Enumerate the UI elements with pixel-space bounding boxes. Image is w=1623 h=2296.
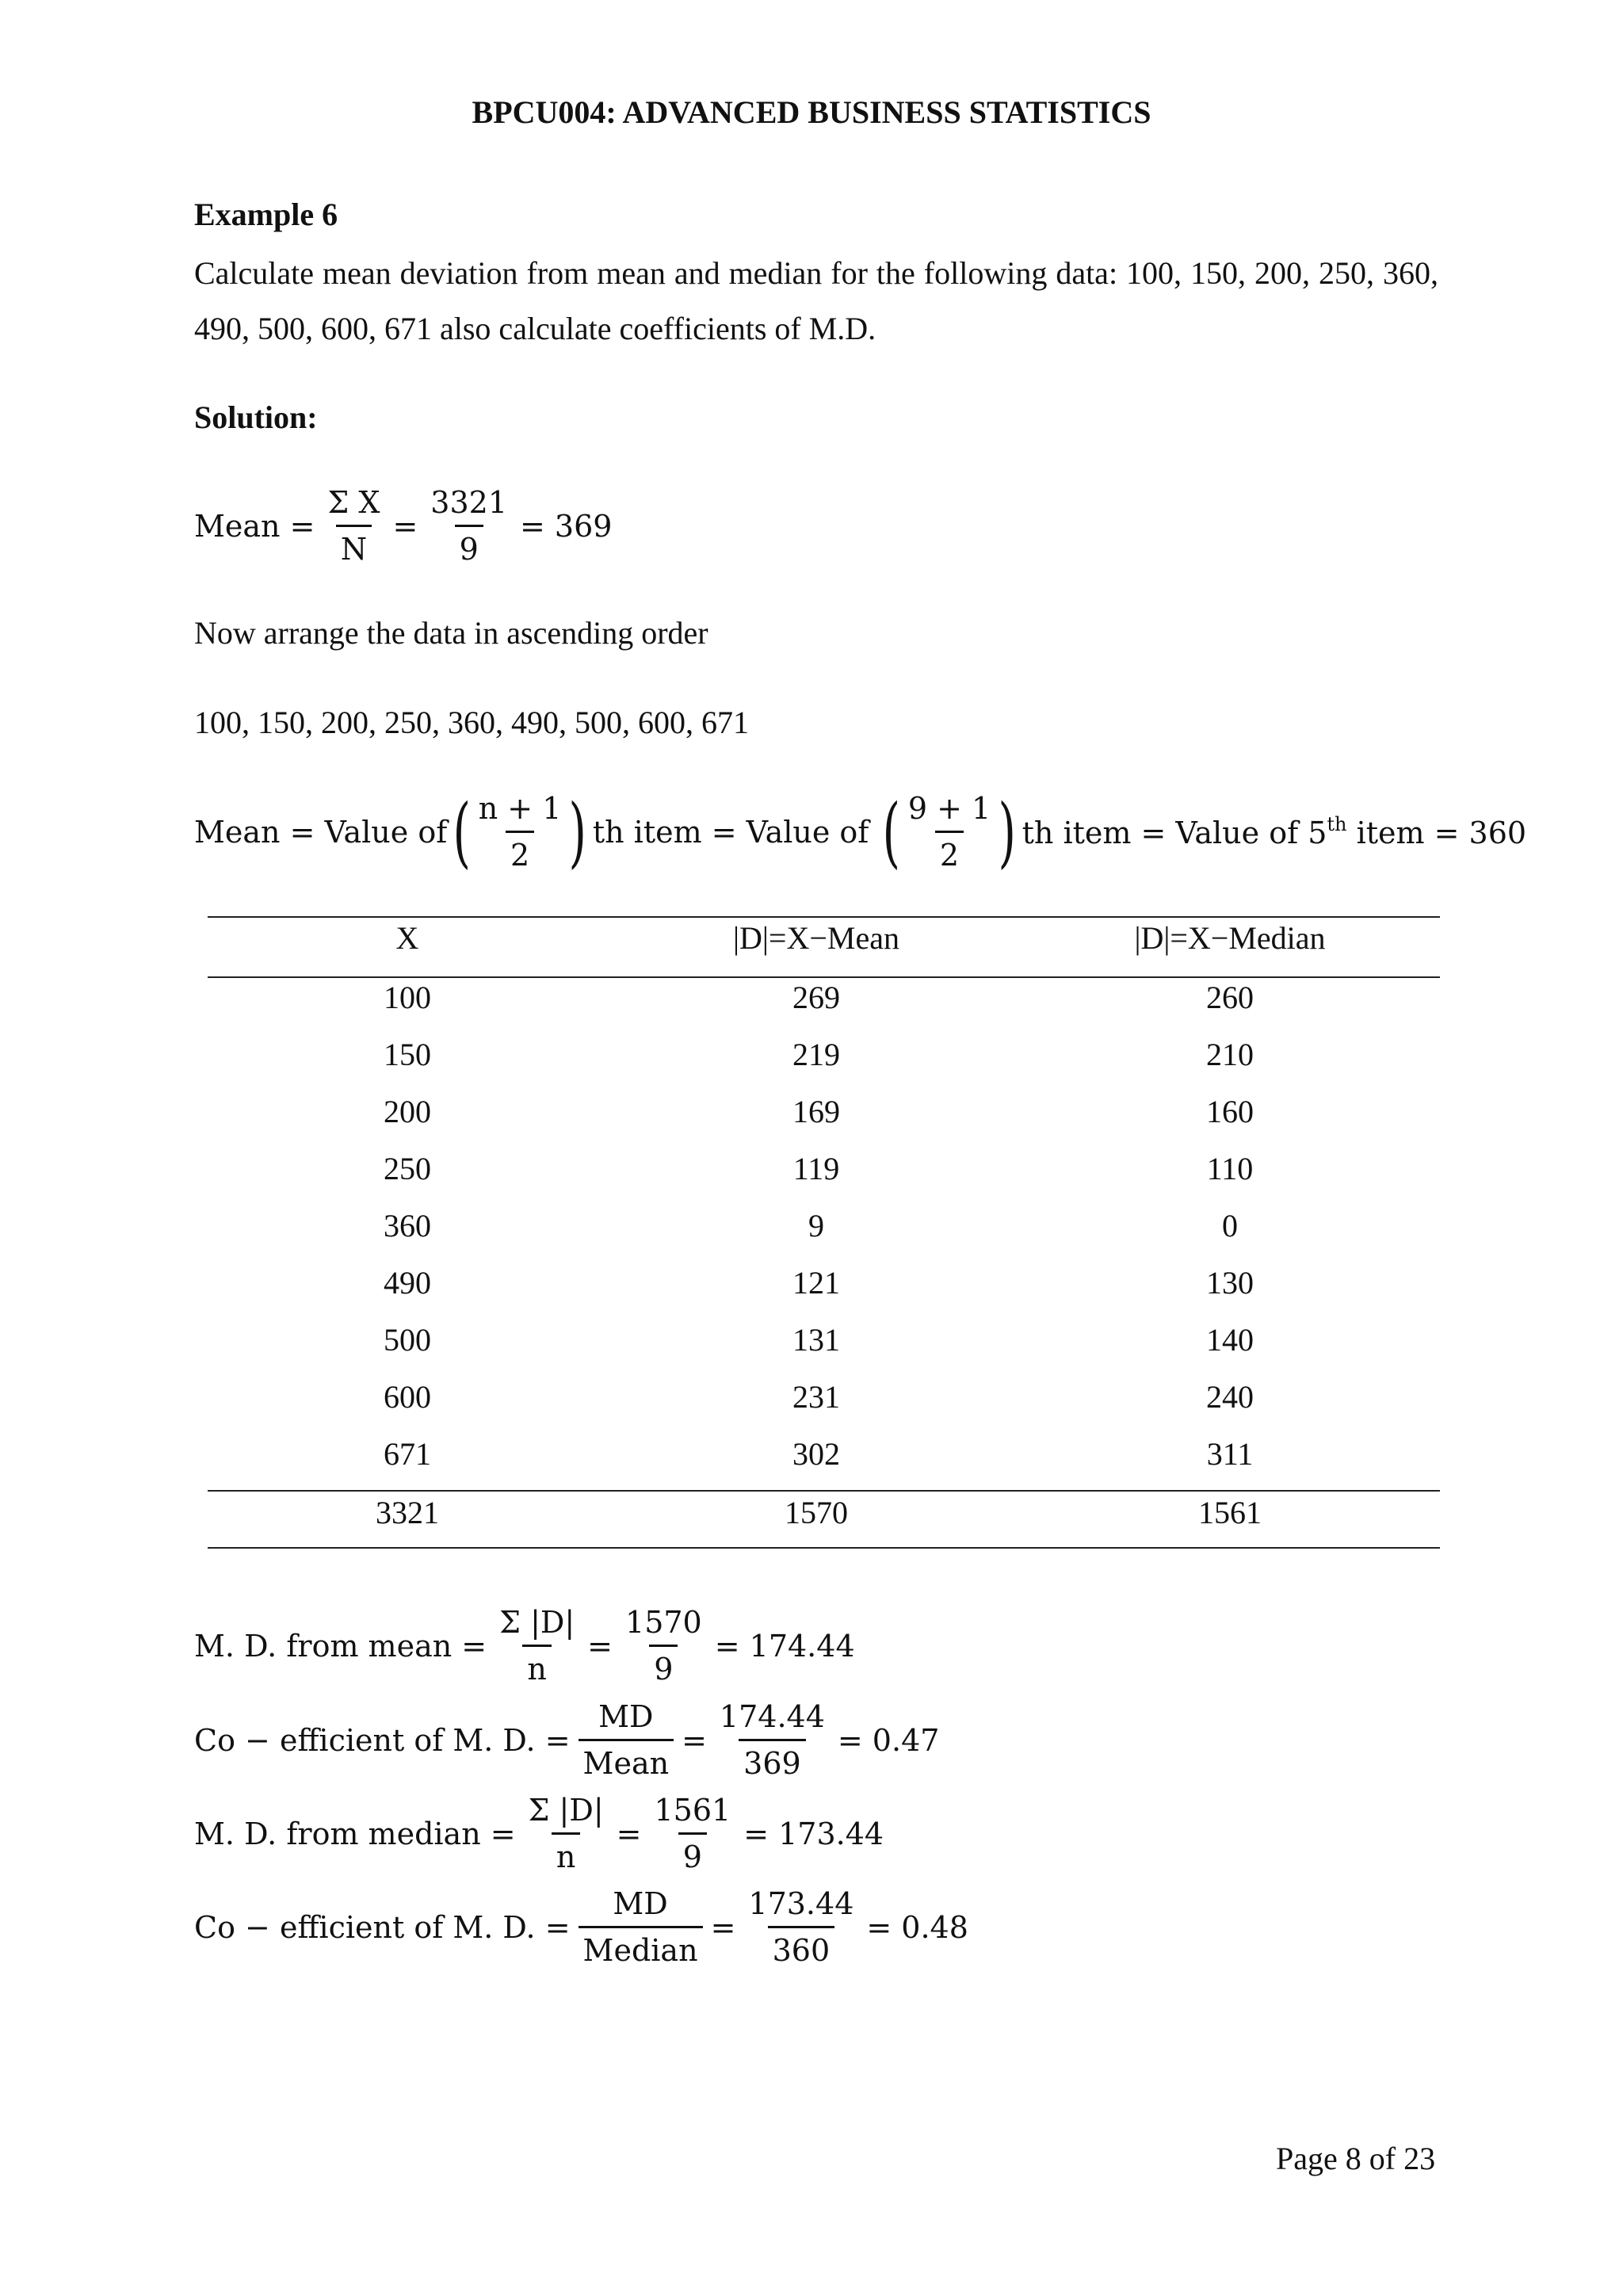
left-paren: ( bbox=[453, 787, 472, 877]
median-mid-text: th item = Value of bbox=[592, 814, 869, 850]
table-cell: 200 bbox=[384, 1094, 431, 1129]
table-cell: 311 bbox=[1206, 1436, 1254, 1472]
numerator: MD bbox=[598, 1699, 654, 1734]
equals: = bbox=[682, 1722, 707, 1758]
numerator: 174.44 bbox=[719, 1699, 825, 1734]
arrange-text: Now arrange the data in ascending order bbox=[194, 615, 708, 651]
median-tail-post: item = 360 bbox=[1356, 816, 1527, 850]
fraction-n-plus-1-over-2 bbox=[474, 791, 567, 873]
fraction-1561-over-9 bbox=[649, 1793, 735, 1874]
table-cell: 500 bbox=[384, 1322, 431, 1358]
md-mean-label: M. D. from mean = bbox=[194, 1628, 487, 1664]
total-dev-median: 1561 bbox=[1198, 1495, 1262, 1530]
table-top-rule bbox=[208, 916, 1440, 918]
fraction-md-over-median bbox=[579, 1886, 703, 1968]
denominator: 360 bbox=[768, 1926, 835, 1968]
median-equation bbox=[194, 787, 1527, 877]
problem-text: Calculate mean deviation from mean and median for the following data: 100, 150, 200, 250, 360, 490, 500, 600, 671 also calculate coefficients of M.D. bbox=[194, 255, 1438, 346]
table-cell: 250 bbox=[384, 1151, 431, 1186]
md-mean-equation bbox=[194, 1605, 855, 1687]
mean-result: = 369 bbox=[520, 508, 613, 544]
fraction-sum-x-over-n bbox=[323, 485, 384, 567]
table-cell: 490 bbox=[384, 1265, 431, 1301]
numerator: 1570 bbox=[625, 1605, 702, 1640]
page-header: BPCU004: ADVANCED BUSINESS STATISTICS bbox=[472, 94, 1151, 130]
superscript-th: th bbox=[1327, 813, 1347, 835]
equals: = bbox=[710, 1909, 736, 1945]
equals: = bbox=[392, 508, 418, 544]
denominator: 9 bbox=[678, 1832, 707, 1874]
table-cell: 110 bbox=[1206, 1151, 1254, 1186]
table-cell: 150 bbox=[384, 1037, 431, 1072]
table-cell: 671 bbox=[384, 1436, 431, 1472]
numerator: Σ X bbox=[327, 485, 380, 520]
table-cell: 121 bbox=[792, 1265, 840, 1301]
coef-mean-equation bbox=[194, 1699, 939, 1781]
sorted-data: 100, 150, 200, 250, 360, 490, 500, 600, 671 bbox=[194, 705, 749, 740]
col-header-x: X bbox=[395, 920, 419, 956]
median-tail-pre: th item = Value of 5 bbox=[1022, 816, 1327, 850]
denominator: Mean bbox=[579, 1739, 674, 1781]
coef-median-equation bbox=[194, 1886, 968, 1968]
table-cell: 269 bbox=[792, 980, 840, 1015]
table-cell: 231 bbox=[792, 1379, 840, 1415]
denominator: 2 bbox=[506, 831, 534, 873]
fraction-1570-over-9 bbox=[621, 1605, 707, 1687]
numerator: MD bbox=[613, 1886, 668, 1921]
example-title: Example 6 bbox=[194, 197, 338, 232]
col-header-dev-mean: |D|=X−Mean bbox=[733, 920, 899, 956]
denominator: n bbox=[522, 1645, 551, 1687]
md-median-result: = 173.44 bbox=[743, 1816, 884, 1851]
table-cell: 131 bbox=[792, 1322, 840, 1358]
coef-mean-result: = 0.47 bbox=[837, 1722, 940, 1758]
col-header-dev-median: |D|=X−Median bbox=[1134, 920, 1326, 956]
denominator: N bbox=[336, 525, 372, 567]
equals: = bbox=[587, 1628, 613, 1664]
median-label: Mean = Value of bbox=[194, 814, 448, 850]
numerator: 3321 bbox=[430, 485, 508, 520]
table-cell: 600 bbox=[384, 1379, 431, 1415]
md-mean-result: = 174.44 bbox=[714, 1628, 855, 1664]
table-cell: 160 bbox=[1206, 1094, 1254, 1129]
table-cell: 140 bbox=[1206, 1322, 1254, 1358]
table-cell: 210 bbox=[1206, 1037, 1254, 1072]
numerator: Σ |D| bbox=[528, 1793, 604, 1828]
table-header-rule bbox=[208, 976, 1440, 978]
denominator: 369 bbox=[739, 1739, 806, 1781]
table-cell: 169 bbox=[792, 1094, 840, 1129]
md-median-label: M. D. from median = bbox=[194, 1816, 516, 1851]
md-median-equation bbox=[194, 1793, 884, 1874]
fraction-sum-d-over-n bbox=[524, 1793, 609, 1874]
fraction-sum-d-over-n bbox=[495, 1605, 579, 1687]
fraction-3321-over-9 bbox=[426, 485, 512, 567]
right-paren: ) bbox=[998, 787, 1017, 877]
fraction-md-over-mean bbox=[579, 1699, 674, 1781]
table-total-rule bbox=[208, 1490, 1440, 1492]
mean-label: Mean = bbox=[194, 508, 315, 544]
table-cell: 9 bbox=[808, 1208, 824, 1244]
numerator: n + 1 bbox=[478, 791, 562, 826]
table-bottom-rule bbox=[208, 1547, 1440, 1549]
total-x: 3321 bbox=[376, 1495, 439, 1530]
numerator: 9 + 1 bbox=[907, 791, 991, 826]
table-cell: 360 bbox=[384, 1208, 431, 1244]
mean-equation bbox=[194, 485, 612, 567]
solution-label: Solution: bbox=[194, 399, 318, 435]
right-paren: ) bbox=[568, 787, 587, 877]
table-cell: 100 bbox=[384, 980, 431, 1015]
left-paren: ( bbox=[882, 787, 901, 877]
table-cell: 240 bbox=[1206, 1379, 1254, 1415]
table-cell: 130 bbox=[1206, 1265, 1254, 1301]
denominator: 9 bbox=[649, 1645, 678, 1687]
page-number: Page 8 of 23 bbox=[1276, 2141, 1436, 2176]
fraction-174-44-over-369 bbox=[715, 1699, 830, 1781]
coef-median-result: = 0.48 bbox=[866, 1909, 968, 1945]
median-tail bbox=[1022, 813, 1526, 850]
numerator: 173.44 bbox=[748, 1886, 854, 1921]
coef-median-label: Co − efficient of M. D. = bbox=[194, 1909, 571, 1945]
denominator: Median bbox=[579, 1926, 703, 1968]
total-dev-mean: 1570 bbox=[785, 1495, 848, 1530]
numerator: 1561 bbox=[654, 1793, 731, 1828]
numerator: Σ |D| bbox=[499, 1605, 575, 1640]
fraction-173-44-over-360 bbox=[743, 1886, 858, 1968]
table-cell: 0 bbox=[1222, 1208, 1238, 1244]
table-cell: 260 bbox=[1206, 980, 1254, 1015]
table-cell: 219 bbox=[792, 1037, 840, 1072]
denominator: 9 bbox=[455, 525, 483, 567]
table-cell: 119 bbox=[792, 1151, 840, 1186]
equals: = bbox=[616, 1816, 642, 1851]
denominator: 2 bbox=[935, 831, 964, 873]
fraction-9-plus-1-over-2 bbox=[903, 791, 995, 873]
table-cell: 302 bbox=[792, 1436, 840, 1472]
coef-mean-label: Co − efficient of M. D. = bbox=[194, 1722, 571, 1758]
denominator: n bbox=[552, 1832, 580, 1874]
